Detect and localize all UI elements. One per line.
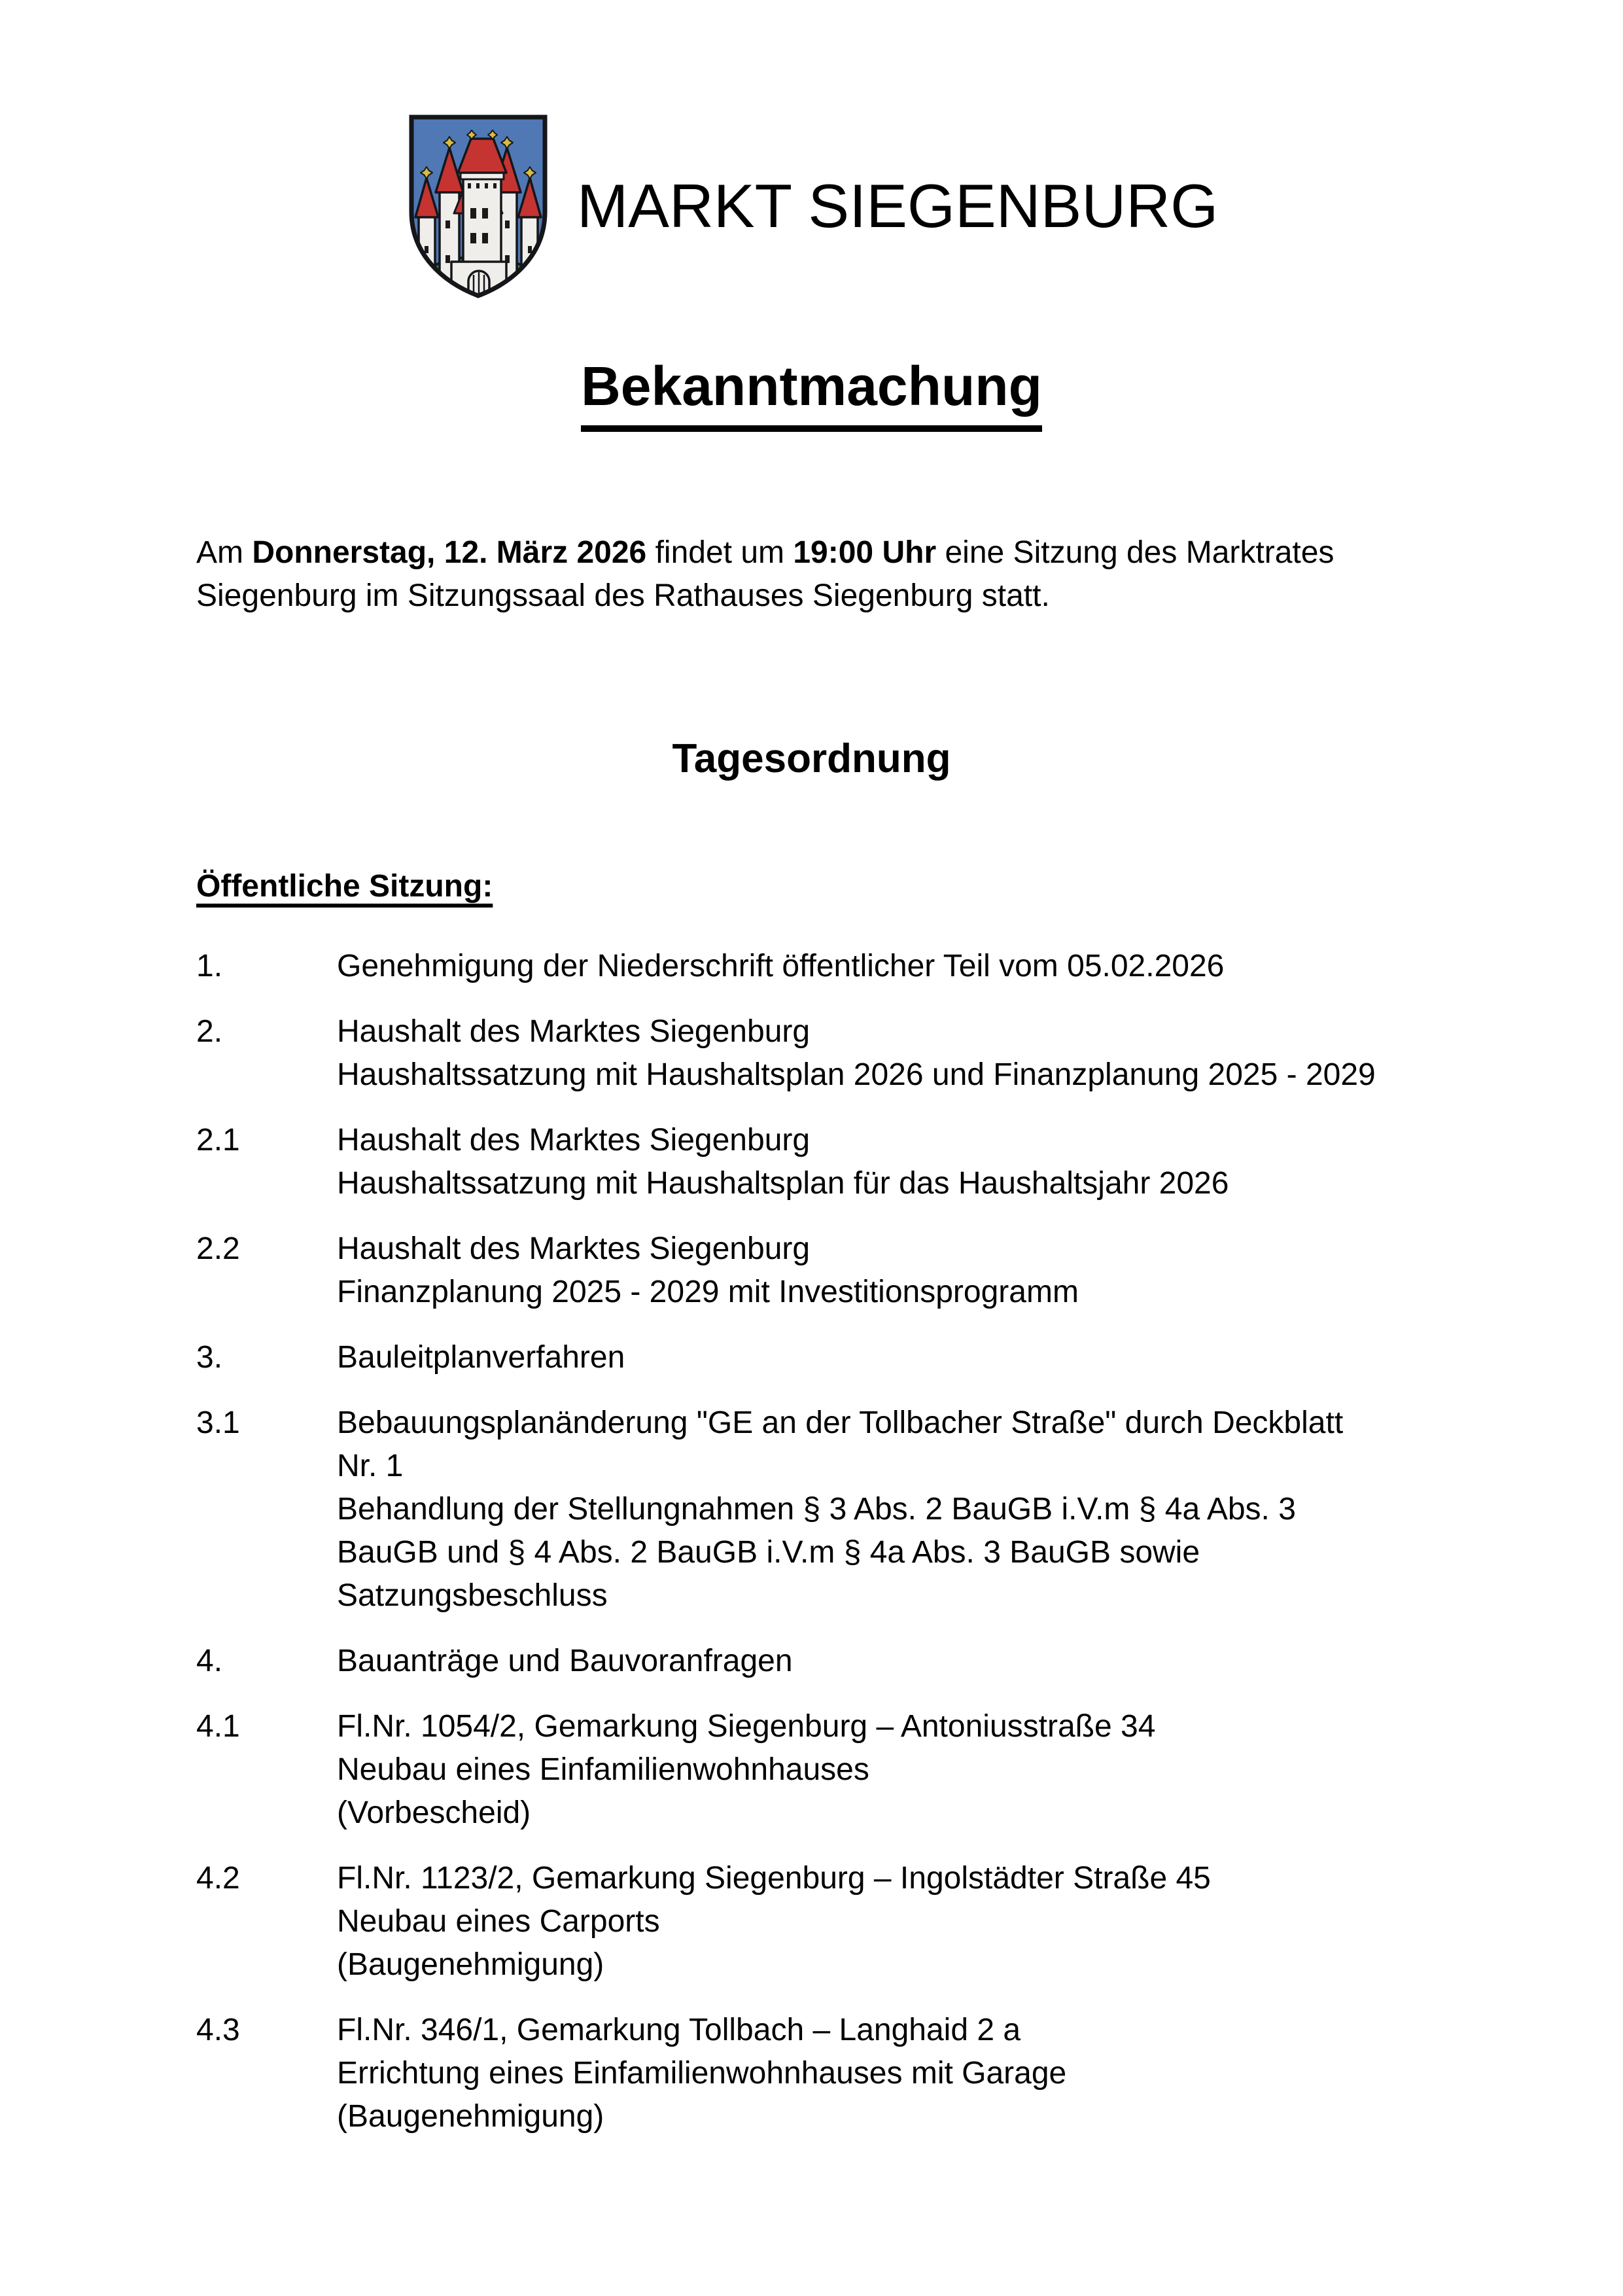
- agenda-item-line: Neubau eines Carports: [337, 1904, 660, 1939]
- agenda-item: [196, 1119, 1427, 1205]
- agenda-item: [196, 2009, 1427, 2138]
- title-row: [196, 357, 1427, 432]
- agenda-item-line: Bauanträge und Bauvoranfragen: [337, 1644, 793, 1679]
- agenda-item-number: 3.1: [196, 1405, 240, 1441]
- agenda-item-number: 2.2: [196, 1231, 240, 1267]
- agenda-item-text: [337, 1857, 1427, 1987]
- intro-line: Siegenburg im Sitzungssaal des Rathauses Siegenburg statt.: [196, 578, 1050, 614]
- agenda-item-line: Satzungsbeschluss: [337, 1578, 608, 1614]
- agenda-list: [196, 945, 1427, 2138]
- agenda-item-text: [337, 1336, 1427, 1379]
- agenda-item-text: [337, 945, 1427, 988]
- agenda-item-number: 2.1: [196, 1123, 240, 1158]
- castle-gate: [451, 262, 506, 298]
- intro-line: Am Donnerstag, 12. März 2026 findet um 19:00 Uhr eine Sitzung des Marktrates: [196, 535, 1335, 571]
- agenda-item-line: BauGB und § 4 Abs. 2 BauGB i.V.m § 4a Abs. 3 BauGB sowie: [337, 1535, 1200, 1570]
- agenda-item-text: [337, 1119, 1427, 1205]
- agenda-item: [196, 1227, 1427, 1314]
- agenda-item-text: [337, 1640, 1427, 1683]
- agenda-item: [196, 1705, 1427, 1835]
- agenda-item-line: Bauleitplanverfahren: [337, 1340, 625, 1375]
- agenda-item-number: 4.1: [196, 1709, 240, 1744]
- coat-of-arms-svg: [406, 113, 551, 300]
- agenda-item-line: Haushaltssatzung mit Haushaltsplan für das Haushaltsjahr 2026: [337, 1166, 1229, 1201]
- agenda-item-number: 1.: [196, 949, 223, 984]
- agenda-item: [196, 1336, 1427, 1379]
- page-title: Bekanntmachung: [581, 357, 1042, 432]
- org-name: MARKT SIEGENBURG: [577, 171, 1219, 240]
- agenda-item-line: (Vorbescheid): [337, 1795, 531, 1831]
- agenda-item-line: (Baugenehmigung): [337, 1947, 604, 1983]
- agenda-item-line: Errichtung eines Einfamilienwohnhauses mit Garage: [337, 2056, 1067, 2091]
- agenda-item-line: Haushalt des Marktes Siegenburg: [337, 1014, 811, 1050]
- agenda-item-text: [337, 1402, 1427, 1617]
- agenda-item-text: [337, 1227, 1427, 1314]
- agenda-item-line: Genehmigung der Niederschrift öffentlicher Teil vom 05.02.2026: [337, 949, 1225, 984]
- agenda-item-number: 2.: [196, 1014, 223, 1050]
- agenda-item-line: Haushalt des Marktes Siegenburg: [337, 1231, 811, 1267]
- agenda-item-line: Nr. 1: [337, 1449, 404, 1484]
- section-heading: Öffentliche Sitzung:: [196, 869, 493, 904]
- agenda-item-line: Fl.Nr. 1054/2, Gemarkung Siegenburg – Antoniusstraße 34: [337, 1709, 1156, 1744]
- agenda-item: [196, 1010, 1427, 1097]
- agenda-item: [196, 1402, 1427, 1617]
- siegenburg-coat-of-arms-icon: [406, 113, 551, 300]
- agenda-item-text: [337, 2009, 1427, 2138]
- agenda-item: [196, 1640, 1427, 1683]
- agenda-item: [196, 1857, 1427, 1987]
- agenda-item-line: Finanzplanung 2025 - 2029 mit Investitionsprogramm: [337, 1275, 1079, 1310]
- agenda-item-line: Fl.Nr. 346/1, Gemarkung Tollbach – Langhaid 2 a: [337, 2013, 1021, 2048]
- agenda-item-number: 4.3: [196, 2013, 240, 2048]
- agenda-item-line: Bebauungsplanänderung "GE an der Tollbacher Straße" durch Deckblatt: [337, 1405, 1344, 1441]
- agenda-item-line: Behandlung der Stellungnahmen § 3 Abs. 2 BauGB i.V.m § 4a Abs. 3: [337, 1492, 1296, 1527]
- agenda-item-text: [337, 1010, 1427, 1097]
- agenda-item-number: 4.: [196, 1644, 223, 1679]
- agenda-item-number: 4.2: [196, 1861, 240, 1896]
- agenda-item-line: Neubau eines Einfamilienwohnhauses: [337, 1752, 869, 1788]
- agenda-item-number: 3.: [196, 1340, 223, 1375]
- agenda-heading: Tagesordnung: [672, 736, 951, 782]
- agenda-item: [196, 945, 1427, 988]
- agenda-item-text: [337, 1705, 1427, 1835]
- agenda-item-line: Haushaltssatzung mit Haushaltsplan 2026 und Finanzplanung 2025 - 2029: [337, 1057, 1376, 1093]
- agenda-item-line: Haushalt des Marktes Siegenburg: [337, 1123, 811, 1158]
- document-header: [406, 111, 1427, 301]
- agenda-item-line: Fl.Nr. 1123/2, Gemarkung Siegenburg – Ingolstädter Straße 45: [337, 1861, 1211, 1896]
- agenda-item-line: (Baugenehmigung): [337, 2099, 604, 2134]
- intro-paragraph: [196, 531, 1427, 618]
